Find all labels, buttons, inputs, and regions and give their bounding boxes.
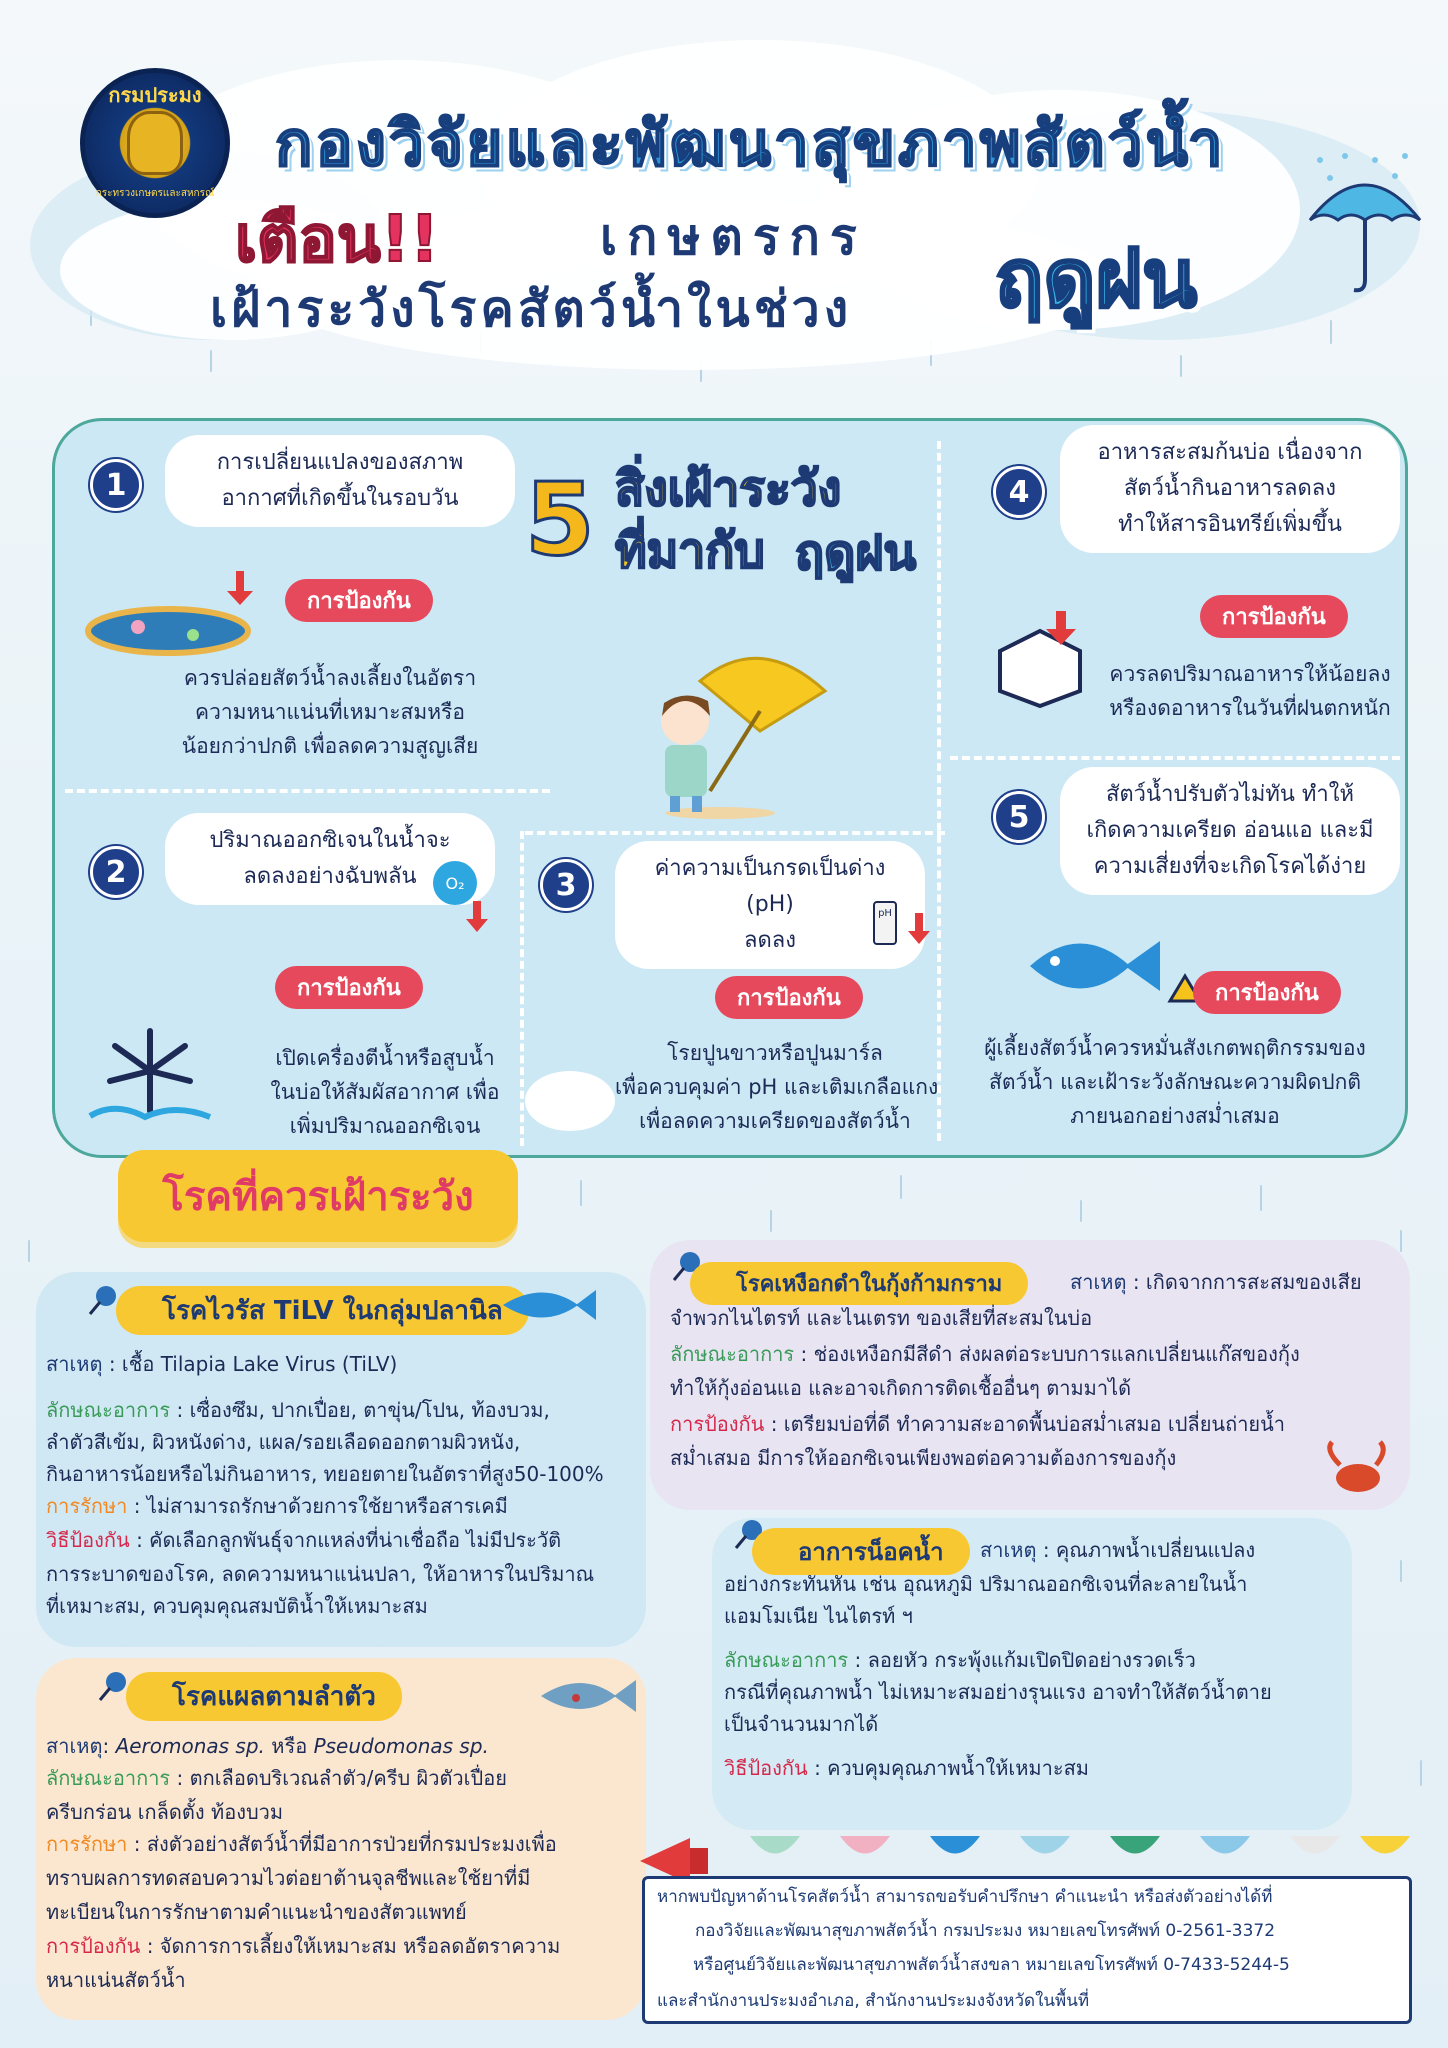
item-5-problem-line: เกิดความเครียด อ่อนแอ และมี <box>1086 818 1374 843</box>
black-gill-cause <box>1070 1266 1362 1298</box>
treatment-text: ทะเบียนในการรักษาตามคำแนะนำของสัตวแพทย์ <box>46 1900 467 1924</box>
symptom-text: ลำตัวสีเข้ม, ผิวหนังด่าง, แผล/รอยเลือดออกตามผิวหนัง, <box>46 1430 521 1454</box>
item-2-number: 2 <box>90 846 142 898</box>
item-1-problem-line: อากาศที่เกิดขึ้นในรอบวัน <box>221 486 459 511</box>
footer-line: หากพบปัญหาด้านโรคสัตว์น้ำ สามารถขอรับคำปรึกษา คำแนะนำ หรือส่งตัวอย่างได้ที่ <box>657 1887 1273 1907</box>
item-5-number: 5 <box>993 791 1045 843</box>
symptom-label: ลักษณะอาการ <box>46 1398 171 1422</box>
cause-text: หรือ <box>264 1734 314 1758</box>
item-4-prevention-line: ควรลดปริมาณอาหารให้น้อยลง <box>1109 662 1391 686</box>
item-3-problem-line: ค่าความเป็นกรดเป็นด่าง (pH) <box>654 856 886 917</box>
prevention-label: วิธีป้องกัน <box>46 1528 130 1552</box>
rainy-season-title: ฤดูฝน <box>995 232 1197 325</box>
black-gill-prevention <box>670 1408 1285 1440</box>
feed-reduce-icon <box>990 611 1090 711</box>
cause-text: : คุณภาพน้ำเปลี่ยนแปลง <box>1042 1538 1256 1562</box>
cause-text: จำพวกไนไตรท์ และไนเตรท ของเสียที่สะสมในบ่อ <box>670 1306 1093 1330</box>
water-shock-title: อาการน็อคน้ำ <box>752 1528 970 1575</box>
treatment-text: ทราบผลการทดสอบความไวต่อยาต้านจุลชีพและใช้ยาที่มี <box>46 1866 531 1890</box>
pushpin-icon <box>86 1284 120 1318</box>
item-5-prevention <box>945 1031 1405 1133</box>
item-2-prevention <box>235 1041 535 1143</box>
item-5-prevention-line: ผู้เลี้ยงสัตว์น้ำควรหมั่นสังเกตพฤติกรรมของ <box>984 1036 1366 1060</box>
item-5-prevention-label: การป้องกัน <box>1193 971 1341 1014</box>
footer-line: หรือศูนย์วิจัยและพัฒนาสุขภาพสัตว์น้ำสงขลา หมายเลขโทรศัพท์ 0-7433-5244-5 <box>693 1955 1290 1975</box>
cause-text: : เชื้อ Tilapia Lake Virus (TiLV) <box>108 1352 398 1376</box>
prevention-text: : คัดเลือกลูกพันธุ์จากแหล่งที่น่าเชื่อถือ ไม่มีประวัติ <box>136 1528 562 1552</box>
cause-label: สาเหตุ <box>46 1352 103 1376</box>
treatment-label: การรักษา <box>46 1832 128 1856</box>
symptom-text: : ลอยหัว กระพุ้งแก้มเปิดปิดอย่างรวดเร็ว <box>854 1648 1196 1672</box>
symptom-text: : เซื่องซึม, ปากเปื่อย, ตาขุ่น/โปน, ท้องบวม, <box>176 1398 550 1422</box>
item-1-prevention-label: การป้องกัน <box>285 579 433 622</box>
warning-title: เตือน!! <box>235 203 439 277</box>
footer-line: และสำนักงานประมงอำเภอ, สำนักงานประมงจังหวัดในพื้นที่ <box>657 1991 1090 2011</box>
symptom-label: ลักษณะอาการ <box>670 1342 795 1366</box>
item-4-problem-line: สัตว์น้ำกินอาหารลดลง <box>1123 476 1337 501</box>
lime-powder-icon <box>525 1071 615 1131</box>
treatment-label: การรักษา <box>46 1494 128 1518</box>
arrow-down-icon <box>465 901 489 933</box>
item-4-problem <box>1060 425 1400 553</box>
five-heading-season: ฤดูฝน <box>795 525 917 581</box>
prevention-text: ที่เหมาะสม, ควบคุมคุณสมบัติน้ำให้เหมาะสม <box>46 1594 428 1618</box>
water-shock-card <box>712 1518 1352 1830</box>
prevention-label: วิธีป้องกัน <box>724 1756 808 1780</box>
water-shock-cause <box>980 1534 1255 1566</box>
black-gill-title: โรคเหงือกดำในกุ้งก้ามกราม <box>690 1262 1028 1305</box>
item-1-prevention-line: น้อยกว่าปกติ เพื่อลดความสูญเสีย <box>181 734 479 758</box>
item-1-prevention <box>135 661 525 763</box>
item-3-problem-line: ลดลง <box>744 928 796 953</box>
item-3-number: 3 <box>540 859 592 911</box>
cause-species: Aeromonas sp. <box>115 1734 265 1758</box>
contact-footer <box>642 1876 1412 2024</box>
prevention-text: หนาแน่นสัตว์น้ำ <box>46 1968 186 1992</box>
item-2-prevention-label: การป้องกัน <box>275 966 423 1009</box>
item-5-problem-line: ความเสี่ยงที่จะเกิดโรคได้ง่าย <box>1093 854 1367 879</box>
black-gill-card <box>650 1240 1410 1510</box>
prevention-text: : จัดการการเลี้ยงให้เหมาะสม หรือลดอัตราความ <box>146 1934 561 1958</box>
department-logo <box>80 68 230 218</box>
ulcer-card <box>36 1658 646 2020</box>
five-watch-panel <box>52 418 1408 1158</box>
girl-with-umbrella-icon <box>610 621 840 821</box>
prevention-text: : ควบคุมคุณภาพน้ำให้เหมาะสม <box>814 1756 1089 1780</box>
five-heading-line1: สิ่งเฝ้าระวัง <box>615 461 842 517</box>
pushpin-icon <box>96 1670 130 1704</box>
item-5-problem <box>1060 767 1400 895</box>
treatment-text: : ส่งตัวอย่างสัตว์น้ำที่มีอาการป่วยที่กรมประมงเพื่อ <box>133 1832 557 1856</box>
water-wheel-icon <box>85 1021 215 1131</box>
item-1-prevention-line: ความหนาแน่นที่เหมาะสมหรือ <box>195 700 465 724</box>
item-1-problem-line: การเปลี่ยนแปลงของสภาพ <box>216 450 464 475</box>
farmer-title: เกษตรกร <box>600 208 867 266</box>
item-4-number: 4 <box>993 466 1045 518</box>
ph-meter-icon: pH <box>873 901 897 945</box>
tilv-prevention <box>46 1524 561 1556</box>
cause-label: สาเหตุ <box>980 1538 1037 1562</box>
sick-fish-icon <box>1020 921 1200 1011</box>
tilv-treatment <box>46 1490 508 1522</box>
tilv-card <box>36 1272 646 1647</box>
prawn-icon <box>1320 1440 1390 1500</box>
symptom-text: เป็นจำนวนมากได้ <box>724 1712 879 1736</box>
symptom-text: : ช่องเหงือกมีสีดำ ส่งผลต่อระบบการแลกเปลี่ยนแก๊สของกุ้ง <box>800 1342 1300 1366</box>
five-heading-line2: ที่มากับ <box>615 523 765 579</box>
diseases-heading: โรคที่ควรเฝ้าระวัง <box>118 1150 518 1242</box>
ulcer-treatment <box>46 1828 557 1860</box>
item-1-number: 1 <box>90 459 142 511</box>
item-2-prevention-line: เปิดเครื่องตีน้ำหรือสูบน้ำ <box>275 1046 495 1070</box>
water-shock-symptom <box>724 1644 1196 1676</box>
black-gill-symptom <box>670 1338 1300 1370</box>
five-number: 5 <box>525 461 595 578</box>
cause-label: สาเหตุ <box>46 1734 103 1758</box>
item-3-prevention-line: เพื่อควบคุมค่า pH และเติมเกลือแกง <box>615 1075 939 1099</box>
symptom-text: กรณีที่คุณภาพน้ำ ไม่เหมาะสมอย่างรุนแรง อาจทำให้สัตว์น้ำตาย <box>724 1680 1272 1704</box>
prevention-text: สม่ำเสมอ มีการให้ออกซิเจนเพียงพอต่อความต้องการของกุ้ง <box>670 1446 1177 1470</box>
symptom-text: ทำให้กุ้งอ่อนแอ และอาจเกิดการติดเชื้ออื่นๆ ตามมาได้ <box>670 1376 1132 1400</box>
prevention-text: : เตรียมบ่อที่ดี ทำความสะอาดพื้นบ่อสม่ำเสมอ เปลี่ยนถ่ายน้ำ <box>770 1412 1286 1436</box>
water-shock-prevention <box>724 1752 1089 1784</box>
subtitle: เฝ้าระวังโรคสัตว์น้ำในช่วง <box>210 280 853 338</box>
tilv-cause <box>46 1348 397 1380</box>
item-1-problem <box>165 435 515 527</box>
page-title: กองวิจัยและพัฒนาสุขภาพสัตว์น้ำ <box>275 107 1226 180</box>
tilapia-fish-icon <box>498 1280 598 1330</box>
ulcer-cause <box>46 1730 489 1762</box>
prevention-text: การระบาดของโรค, ลดความหนาแน่นปลา, ให้อาหารในปริมาณ <box>46 1562 595 1586</box>
item-1-prevention-line: ควรปล่อยสัตว์น้ำลงเลี้ยงในอัตรา <box>183 666 477 690</box>
item-2-prevention-line: ในบ่อให้สัมผัสอากาศ เพื่อ <box>270 1080 500 1104</box>
symptom-label: ลักษณะอาการ <box>46 1766 171 1790</box>
prevention-label: การป้องกัน <box>670 1412 765 1436</box>
item-5-prevention-line: สัตว์น้ำ และเฝ้าระวังลักษณะความผิดปกติ <box>989 1070 1361 1094</box>
item-4-problem-line: ทำให้สารอินทรีย์เพิ่มขึ้น <box>1118 512 1342 537</box>
item-4-prevention-line: หรืองดอาหารในวันที่ฝนตกหนัก <box>1109 696 1391 720</box>
ulcer-symptom <box>46 1762 507 1794</box>
tilv-title: โรคไวรัส TiLV ในกลุ่มปลานิล <box>116 1286 529 1335</box>
pond-icon <box>83 591 253 661</box>
cause-text: อย่างกระทันหัน เช่น อุณหภูมิ ปริมาณออกซิเจนที่ละลายในน้ำ <box>724 1572 1248 1596</box>
item-4-prevention <box>1085 657 1415 725</box>
item-2-problem-line: ปริมาณออกซิเจนในน้ำจะ <box>209 828 451 853</box>
item-5-problem-line: สัตว์น้ำปรับตัวไม่ทัน ทำให้ <box>1105 782 1355 807</box>
footer-line: กองวิจัยและพัฒนาสุขภาพสัตว์น้ำ กรมประมง หมายเลขโทรศัพท์ 0-2561-3372 <box>695 1921 1276 1941</box>
item-3-prevention-label: การป้องกัน <box>715 976 863 1019</box>
item-5-prevention-line: ภายนอกอย่างสม่ำเสมอ <box>1070 1104 1280 1128</box>
ulcer-title: โรคแผลตามลำตัว <box>126 1672 402 1721</box>
sick-fish-icon <box>536 1668 641 1723</box>
symptom-text: : ตกเลือดบริเวณลำตัว/ครีบ ผิวตัวเปื่อย <box>176 1766 507 1790</box>
cause-text: แอมโมเนีย ไนไตรท์ ฯ <box>724 1604 913 1628</box>
item-2-prevention-line: เพิ่มปริมาณออกซิเจน <box>289 1114 481 1138</box>
symptom-text: กินอาหารน้อยหรือไม่กินอาหาร, ทยอยตายในอัตราที่สูง50-100% <box>46 1462 604 1486</box>
symptom-label: ลักษณะอาการ <box>724 1648 849 1672</box>
cause-label: สาเหตุ <box>1070 1270 1127 1294</box>
treatment-text: : ไม่สามารถรักษาด้วยการใช้ยาหรือสารเคมี <box>133 1494 508 1518</box>
item-3-prevention-line: เพื่อลดความเครียดของสัตว์น้ำ <box>639 1109 911 1133</box>
umbrella-icon <box>1300 150 1430 300</box>
cause-text: : เกิดจากการสะสมของเสีย <box>1132 1270 1362 1294</box>
garuda-emblem-icon <box>127 111 183 175</box>
oxygen-icon: O₂ <box>433 861 477 905</box>
prevention-label: การป้องกัน <box>46 1934 141 1958</box>
tilv-symptom <box>46 1394 550 1426</box>
logo-bottom-text: กระทรวงเกษตรและสหกรณ์ <box>95 188 215 199</box>
item-4-problem-line: อาหารสะสมก้นบ่อ เนื่องจาก <box>1097 440 1363 465</box>
arrow-down-icon <box>907 913 931 945</box>
cause-text: : <box>102 1734 116 1758</box>
ulcer-prevention <box>46 1930 560 1962</box>
symptom-text: ครีบกร่อน เกล็ดตั้ง ท้องบวม <box>46 1800 284 1824</box>
logo-top-text: กรมประมง <box>108 83 202 107</box>
item-4-prevention-label: การป้องกัน <box>1200 595 1348 638</box>
item-3-prevention-line: โรยปูนขาวหรือปูนมาร์ล <box>667 1041 883 1065</box>
cause-species: Pseudomonas sp. <box>313 1734 489 1758</box>
item-2-problem-line: ลดลงอย่างฉับพลัน <box>243 864 417 889</box>
item-3-prevention <box>615 1036 939 1138</box>
